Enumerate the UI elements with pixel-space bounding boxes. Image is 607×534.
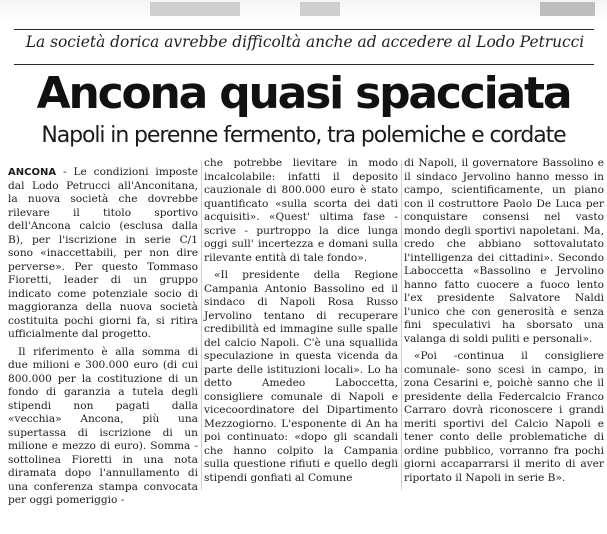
paragraph-text: Le condizioni imposte dal Lodo Petrucci all'Anconitana, la nuova società che dovrebbe rilevare il titolo sportivo dell'Ancona calcio (esclusa dalla B), per l'iscrizione in serie C/1 sono «inaccettabili, per non dire perverse». Per questo Tommaso Fioretti, leader di un gruppo indicato come potenziale socio di maggioranza della nuova società costituita pochi giorni fa, si ritira ufficialmente dal progetto. xyxy=(8,166,198,340)
dateline-separator: - xyxy=(56,166,74,178)
paragraph: di Napoli, il governatore Bassolino e il sindaco Jervolino hanno messo in campo, scientificamente, un piano con il costruttore Paolo De Luca per conquistare consensi nel vasto mondo degli sportivi napoletani. Ma, credo che abbiano sottovalutato l'intelligenza dei cittadini». Secondo Laboccetta «Bassolino e Jervolino hanno fatto cuocere a fuoco lento l'ex presidente Salvatore Naldi l'unico che con generosità e senza fini speculativi ha sborsato una valanga di soldi puliti e personali». xyxy=(404,157,604,345)
article-kicker: La società dorica avrebbe difficoltà anche ad accedere al Lodo Petrucci xyxy=(25,33,585,51)
paragraph: che potrebbe lievitare in modo incalcolabile: infatti il deposito cauzionale di 800.000 euro è stato quantificato «sulla scorta dei dati acquisiti». «Quest' ultima fase - scrive - purtroppo la dice lunga oggi sull' incertezza e domani sulla rilevante entità di tale fondo». xyxy=(204,157,398,264)
dateline: ANCONA xyxy=(8,167,57,178)
kicker-bottom-rule xyxy=(14,64,594,65)
column-divider xyxy=(201,160,202,490)
paragraph xyxy=(8,166,198,342)
paragraph: «Il presidente della Regione Campania Antonio Bassolino ed il sindaco di Napoli Rosa Russo Jervolino tentano di recuperare credibilità ed immagine sulle spalle del calcio Napoli. C'è una squallida speculazione in questa vicenda da parte delle istituzioni locali». Lo ha detto Amedeo Laboccetta, consigliere comunale di Napoli e vicecoordinatore del Dipartimento Mezzogiorno. L'esponente di An ha poi continuato: «dopo gli scandali che hanno colpito la Campania sulla questione rifiuti e quello degli stipendi gonfiati al Comune xyxy=(204,269,398,484)
scan-artifact xyxy=(150,2,240,16)
article-column-2 xyxy=(204,157,398,485)
article-column-1 xyxy=(8,166,198,508)
previous-article-fragment xyxy=(0,0,607,22)
paragraph: «Poi -continua il consigliere comunale- sono scesi in campo, in zona Cesarini e, poichè sanno che il presidente della Federcalcio Franco Carraro dovrà riconoscere i grandi meriti sportivi del Calcio Napoli e tener conto delle problematiche di ordine pubblico, vorranno fra pochi giorni accaparrarsi il merito di aver riportato il Napoli in serie B». xyxy=(404,350,604,484)
column-divider xyxy=(401,160,402,490)
scan-artifact xyxy=(300,2,340,16)
paragraph: Il riferimento è alla somma di due milioni e 300.000 euro (di cui 800.000 per la costituzione di un fondo di garanzia a tutela degli stipendi non pagati dalla «vecchia» Ancona, più una supertassa di iscrizione di un milione e mezzo di euro). Somma - sottolinea Fioretti in una nota diramata dopo l'annullamento di una conferenza stampa convocata per oggi pomeriggio - xyxy=(8,345,198,506)
scan-artifact xyxy=(540,2,595,16)
article-subhead: Napoli in perenne fermento, tra polemiche e cordate xyxy=(41,123,566,148)
article-headline: Ancona quasi spacciata xyxy=(36,68,571,119)
kicker-top-rule xyxy=(14,29,594,30)
article-column-3 xyxy=(404,157,604,485)
